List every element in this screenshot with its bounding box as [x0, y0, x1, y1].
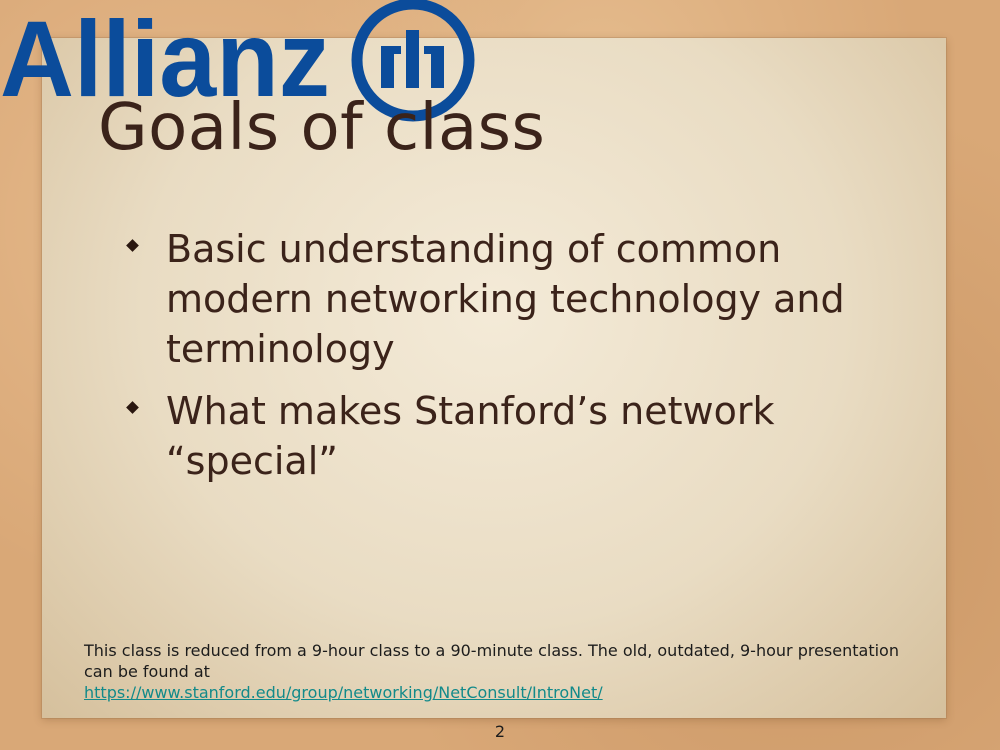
bullet-item [126, 386, 926, 486]
page-number: 2 [494, 722, 506, 741]
slide-title: Goals of class [98, 91, 546, 165]
footnote-link[interactable]: https://www.stanford.edu/group/networking/NetConsult/IntroNet/ [84, 683, 603, 702]
bullet-text: What makes Stanford’s network “special” [166, 389, 775, 483]
footnote [84, 640, 904, 703]
bullet-text: Basic understanding of common modern networking technology and terminology [166, 227, 845, 371]
logo-wordmark: Allianz [0, 0, 330, 119]
diamond-bullet-icon [126, 401, 139, 414]
diamond-bullet-icon [126, 239, 139, 252]
bullet-item [126, 224, 926, 374]
bullet-list [126, 224, 926, 498]
footnote-text: This class is reduced from a 9-hour class to a 90-minute class. The old, outdated, 9-hour presentation can be found at [84, 641, 899, 681]
